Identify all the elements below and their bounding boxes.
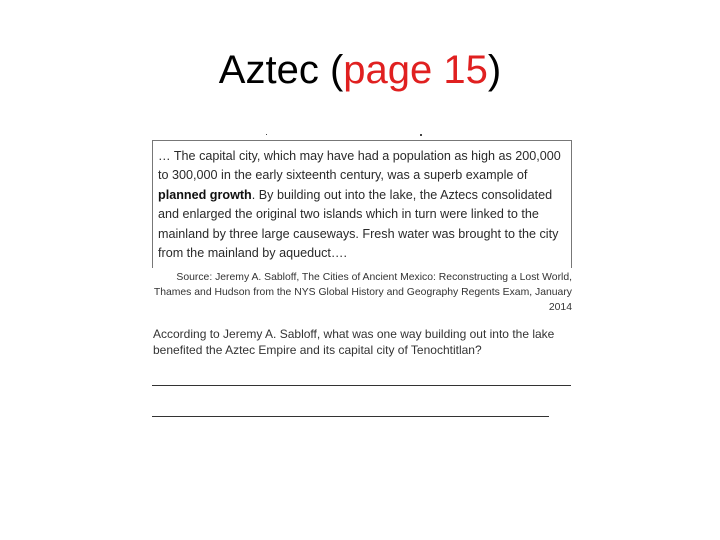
title-suffix: ) [487,48,502,92]
scan-speck [420,134,422,136]
excerpt-part-2: . By building out into the lake, the Aztecs consolidated and enlarged the original two islands which in turn were linked to the mainland by three large causeways. Fresh water was brought to the city from the mainland by aqueduct…. [158,187,559,261]
question-text: According to Jeremy A. Sabloff, what was one way building out into the lake benefited the Aztec Empire and its capital city of Tenochtitlan? [153,327,555,357]
scan-speck [266,134,267,135]
answer-line-2 [152,416,549,417]
citation-line-1: Source: Jeremy A. Sabloff, The Cities of Ancient Mexico: Reconstructing a Lost World, [176,272,572,283]
slide-title [0,44,720,96]
source-citation [152,270,572,315]
citation-line-2: Thames and Hudson from the NYS Global History and Geography Regents Exam, January [153,287,572,298]
excerpt-text [158,147,565,263]
excerpt-emphasis: planned growth [158,187,252,202]
citation-line-3: 2014 [548,302,572,313]
excerpt-part-1: … The capital city, which may have had a population as high as 200,000 to 300,000 in the early sixteenth century, was a superb example of [158,149,561,183]
source-excerpt-box [152,140,572,268]
title-prefix: Aztec ( [218,48,344,92]
answer-line-1 [152,385,571,386]
title-page-ref: page 15 [343,48,488,92]
